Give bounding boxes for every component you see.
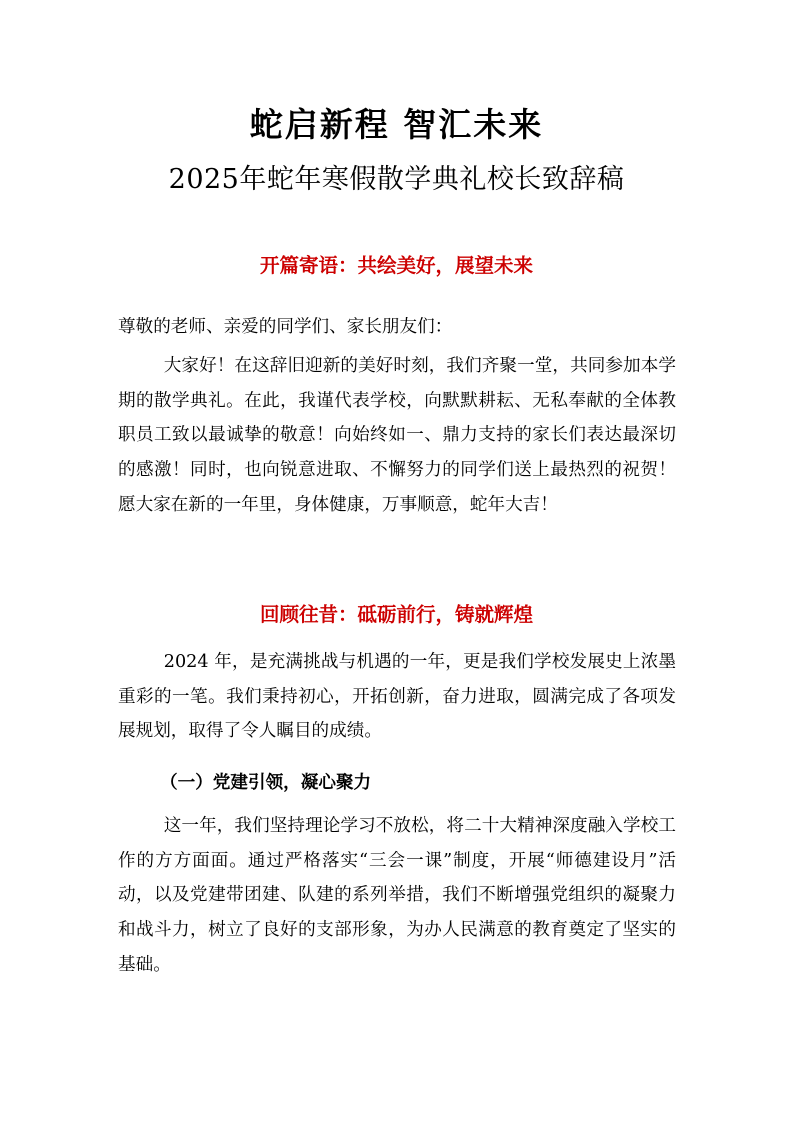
paragraph-greeting: 大家好！在这辞旧迎新的美好时刻，我们齐聚一堂，共同参加本学期的散学典礼。在此，我谨代表学校，向默默耕耘、无私奉献的全体教职员工致以最诚挚的敬意！向始终如一、鼎力支持的家长们表达最深切的感激！同时，也向锐意进取、不懈努力的同学们送上最热烈的祝贺！愿大家在新的一年里，身体健康，万事顺意，蛇年大吉！	[118, 356, 676, 515]
document-title: 蛇启新程 智汇未来	[249, 105, 544, 144]
document-subtitle: 2025年蛇年寒假散学典礼校长致辞稿	[168, 164, 625, 195]
section-heading-review: 回顾往昔：砥砺前行，铸就辉煌	[259, 603, 533, 626]
paragraph-review-2024: 2024 年，是充满挑战与机遇的一年，更是我们学校发展史上浓墨重彩的一笔。我们秉持初心，开拓创新，奋力进取，圆满完成了各项发展规划，取得了令人瞩目的成绩。	[118, 652, 676, 742]
section-heading-opening: 开篇寄语：共绘美好，展望未来	[259, 254, 533, 277]
paragraph-party-building: 这一年，我们坚持理论学习不放松，将二十大精神深度融入学校工作的方方面面。通过严格落实“三会一课”制度，开展“师德建设月”活动，以及党建带团建、队建的系列举措，我们不断增强党组织的凝聚力和战斗力，树立了良好的支部形象，为办人民满意的教育奠定了坚实的基础。	[118, 816, 676, 975]
salutation: 尊敬的老师、亲爱的同学们、家长朋友们：	[118, 317, 453, 337]
subheading-party-building: （一）党建引领，凝心聚力	[160, 772, 372, 793]
